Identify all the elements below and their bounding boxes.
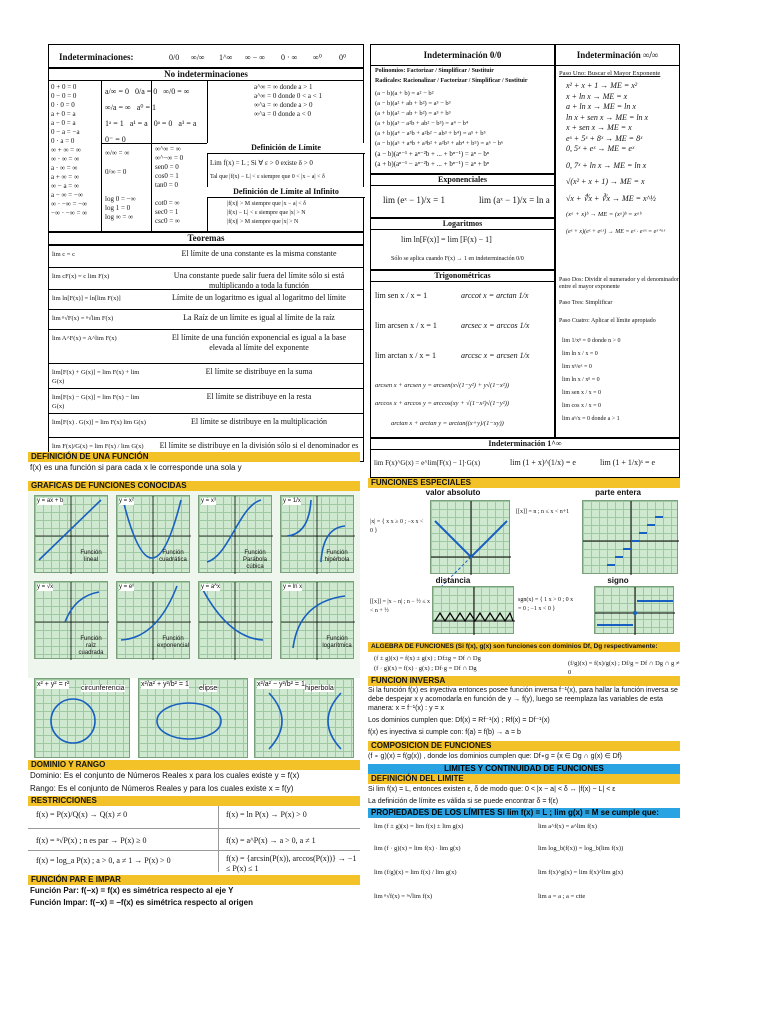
rule: a^∞ = 0 donde 0 < a < 1 (254, 92, 322, 100)
rule: a^∞ = ∞ donde a > 1 (254, 83, 313, 91)
rule: a¹ = a (178, 119, 197, 128)
algebra-rule: (f ± g)(x) = f(x) ± g(x) ; Df±g = Df ∩ Dg (374, 655, 481, 662)
rule: 0 + 0 = 0 (51, 83, 77, 91)
rule: ∞/a = ∞ (105, 103, 131, 112)
function-graph-info: y = x² (119, 498, 134, 504)
composicion-title: COMPOSICION DE FUNCIONES (368, 741, 680, 751)
algebra-rule: (f · g)(x) = f(x) · g(x) ; Df·g = Df ∩ Dg (374, 665, 477, 672)
teorema-formula: lim F(x)/G(x) = lim F(x) / lim G(x) (52, 443, 144, 450)
trig-suma: arcsen x + arcsen y = arcsen(x√(1−y²) + y√(1−x²)) (375, 382, 510, 389)
def-limite-right-text: Si lim f(x) = L, entonces existen ε, δ de modo que: 0 < |x − a| < δ ↔ |f(x) − L| < ε (368, 786, 616, 793)
function-graph (34, 581, 108, 659)
paso-cuatro: Paso Cuatro: Aplicar el límite apropiado (559, 318, 656, 324)
rule: ∞ · ∞ = ∞ (51, 155, 80, 163)
rule: tan0 = 0 (155, 181, 178, 189)
abs-graph (430, 500, 510, 574)
restriccion: f(x) = P(x)/Q(x) → Q(x) ≠ 0 (36, 810, 128, 819)
def-funcion-title: DEFINICIÓN DE UNA FUNCIÓN (28, 452, 360, 462)
inversa-dom: Los dominios cumplen que: Df(x) = Rf⁻¹(x) ; Rf(x) = Df⁻¹(x) (368, 717, 550, 724)
indet1-title: Indeterminación 1^∞ (371, 439, 679, 450)
teorema-formula: lim[F(x) + G(x)] = lim F(x) + lim G(x) (52, 369, 140, 385)
abs-def: |x| = { x x ≥ 0 ; −x x < 0 } (370, 519, 424, 534)
paso-uno: Paso Uno: Buscar el Mayor Exponente (559, 70, 661, 77)
especiales-title: FUNCIONES ESPECIALES (368, 478, 680, 488)
rule: 0/a = 0 (135, 87, 158, 96)
teorema-text: El límite se distribuye en la multiplicación (191, 417, 327, 426)
teorema-text: Límite de un logaritmo es igual al logaritmo del límite (172, 293, 346, 302)
function-graph (280, 581, 354, 659)
restriccion: f(x) = a^P(x) → a > 0, a ≠ 1 (226, 836, 316, 845)
restriccion: f(x) = {arcsin(P(x)), arccos(P(x))} → −1 ≤ P(x) ≤ 1 (226, 854, 357, 873)
rule: sen0 = 0 (155, 163, 179, 171)
propiedad: lim (f/g)(x) = lim f(x) / lim g(x) (374, 869, 457, 876)
teorema-row (49, 413, 363, 438)
logaritmos-note: Sólo se aplica cuando F(x) → 1 en indeterminación 0/0 (391, 256, 524, 262)
mayor-exponente: (eˣ + x)(eˣ + eᵃˣ) → ME = eˣ · eᵃˣ = eˣ⁺ᵃˣ (566, 228, 666, 235)
rule: a · ∞ = ∞ (51, 164, 78, 172)
productos-notables (375, 89, 555, 169)
algebra-title: ALGEBRA DE FUNCIONES (Si f(x), g(x) son funciones con dominios Df, Dg respectivamente: (368, 642, 680, 652)
function-graph-info: y = √x (37, 584, 54, 590)
function-graph (198, 495, 272, 573)
rule: a + 0 = a (51, 110, 76, 118)
no-indet-col2 (105, 87, 205, 113)
no-indeterminaciones-title: No indeterminaciones (49, 69, 363, 81)
indet00-box (370, 44, 555, 174)
function-graph (116, 495, 190, 573)
function-graph (34, 495, 108, 573)
teorema-text: La Raíz de un límite es igual al límite de la raíz (183, 313, 335, 322)
propiedad: lim (f ± g)(x) = lim f(x) ± lim g(x) (374, 823, 464, 830)
indeterminacion-form: 0/0 (169, 53, 180, 62)
teorema-row (49, 289, 363, 310)
def-funcion-text: f(x) es una función si para cada x le corresponde una sola y (30, 463, 242, 472)
function-graph-info: y = ax + b (37, 498, 64, 504)
algebra-rule: (f/g)(x) = f(x)/g(x) ; Df/g = Df ∩ Dg ∩ g ≠ 0 (568, 660, 680, 676)
conic-equation: x²/a² − y²/b² = 1 (257, 681, 305, 688)
limites-continuidad-title: LIMITES Y CONTINUIDAD DE FUNCIONES (368, 764, 680, 774)
mayor-exponente: √x + ∜x + ∛x → ME = x^½ (566, 193, 656, 203)
dominio-text: Dominio: Es el conjunto de Números Reales x para los cuales existe y = f(x) (30, 771, 300, 780)
trig-box (370, 270, 555, 438)
function-graph-name: Función cuadrática (159, 550, 187, 563)
rule: ∞^∞ = ∞ (155, 145, 181, 153)
entera-graph (582, 500, 678, 574)
no-indet-logs (105, 195, 155, 222)
left-sheet (48, 44, 364, 462)
rule: log ∞ = ∞ (105, 213, 134, 221)
rule: a¹ = a (129, 119, 148, 128)
distancia-title: distancia (435, 576, 471, 585)
trig-limite: lim sen x / x = 1 (375, 291, 428, 300)
rule: 0 · 0 = 0 (51, 101, 75, 109)
entera-def: [[x]] = n ; n ≤ x < n+1 (516, 509, 570, 515)
conicas-area (28, 678, 360, 758)
producto: (a + b)(a² − ab + b²) = a³ + b³ (375, 110, 451, 117)
propiedad: lim (f · g)(x) = lim f(x) · lim g(x) (374, 845, 461, 852)
dist-def: [[x]] = |x − n| ; n − ½ ≤ x < n + ½ (370, 599, 431, 614)
producto: (a − b)(a + b) = a² − b² (375, 90, 434, 97)
trig-identidad: arcsec x = arccos 1/x (461, 321, 530, 330)
teorema-formula: lim[F(x) − G(x)] = lim F(x) − lim G(x) (52, 394, 140, 410)
limite-apropiado: lim ln x / x = 0 (562, 351, 598, 357)
indeterminacion-form: ∞⁰ (313, 53, 322, 62)
no-indet-trig3 (155, 199, 205, 226)
teorema-text: El límite de una constante es la misma constante (181, 249, 337, 258)
conic-name: hiperbola (305, 685, 334, 692)
propiedad: lim a^f(x) = a^lim f(x) (538, 823, 597, 830)
radicales-text: Radicales: Racionalizar / Factorizar / Simplificar / Sustituir (375, 78, 528, 84)
teoremas-table (48, 232, 364, 462)
rule: csc0 = ∞ (155, 217, 180, 225)
indet1-formula: lim (1 + x)^(1/x) = e (510, 458, 576, 467)
teorema-formula: lim cF(x) = c lim F(x) (52, 273, 110, 280)
restricciones-title: RESTRICCIONES (28, 796, 360, 806)
limites-apropiados (562, 335, 680, 426)
paso-dos: Paso Dos: Dividir el numerador y el denominador entre el mayor exponente (559, 277, 679, 290)
conic-graph (34, 678, 130, 758)
logaritmos-title: Logaritmos (371, 219, 554, 230)
logaritmos-limite: lim ln[F(x)] = lim [F(x) − 1] (401, 235, 492, 244)
def-infinito-title: Definición de Límite al Infinito (207, 187, 365, 198)
rule: cos0 = 1 (155, 172, 179, 180)
function-graph-name: Función lineal (80, 550, 102, 563)
teorema-row (49, 388, 363, 414)
conic-graph (254, 678, 354, 758)
limite-apropiado: lim sen x / x = 0 (562, 390, 602, 396)
teorema-row (49, 267, 363, 290)
def-limite-right-title: DEFINICIÓN DEL LIMITE (368, 774, 680, 784)
exponenciales-box (370, 174, 555, 218)
rule: −∞ · −∞ = ∞ (51, 209, 88, 217)
trig-identidad: arccot x = arctan 1/x (461, 291, 529, 300)
def-limite-title: Definición de Límite (207, 143, 365, 154)
rule: ∞^a = ∞ donde a > 0 (254, 101, 313, 109)
right-sheet (370, 44, 680, 452)
teorema-row (49, 329, 363, 364)
limite-apropiado: lim 1/xⁿ = 0 donde n > 0 (562, 338, 621, 344)
no-indet-trig1 (105, 149, 149, 177)
rule: ∞^−∞ = 0 (155, 154, 184, 162)
rule: ∞/0 = ∞ (163, 87, 190, 96)
rule: 0 − 0 = 0 (51, 92, 77, 100)
limite-apropiado: lim cos x / x = 0 (562, 403, 602, 409)
algebra-box (368, 652, 680, 676)
conic-equation: x²/a² + y²/b² = 1 (141, 681, 189, 688)
rule: ∞ − a = ∞ (51, 182, 79, 190)
exponencial-limite: lim (aˣ − 1)/x = ln a (479, 195, 550, 205)
trig-suma: arctan x + arctan y = arctan((x+y)/(1−xy)) (391, 420, 504, 427)
rule: ∞^a = 0 donde a < 0 (254, 110, 311, 118)
teorema-text: El límite se distribuye en la resta (206, 392, 312, 401)
teorema-text: El límite se distribuye en la división sólo si el denominador es (159, 441, 359, 450)
mayor-exponente: x + ln x → ME = x (566, 91, 628, 101)
rule: ∞/∞ = ∞ (105, 149, 130, 157)
teorema-row (49, 245, 363, 268)
producto: (a + b)(a⁴ − a³b + a²b² − ab³ + b⁴) = a⁵ + b⁵ (375, 130, 486, 137)
function-graph (116, 581, 190, 659)
function-graph-info: y = x³ (201, 498, 216, 504)
trig-limite: lim arctan x / x = 1 (375, 351, 436, 360)
rule: 1ᵃ = 1 (105, 119, 124, 128)
teoremas-title: Teoremas (49, 233, 363, 245)
def-limite-text2: Tal que |f(x) − L| < ε siempre que 0 < |x − a| < δ (210, 174, 325, 180)
producto: (a + b)(a³ − a²b + ab² − b³) = a⁴ − b⁴ (375, 120, 469, 127)
rule: 0 − a = −a (51, 128, 80, 136)
restricciones-table (28, 806, 360, 872)
signo-title: signo (607, 576, 629, 585)
distancia-graph (432, 586, 514, 634)
rule: 0ᵃ = 0 (153, 119, 173, 128)
indetinf-box (555, 44, 680, 438)
def-infinito-row: |f(x) − L| < ε siempre que |x| > N (227, 210, 306, 216)
mayor-exponente: a + ln x → ME = ln x (566, 102, 636, 111)
def-infinito-box (207, 187, 365, 232)
rule: sec0 = 1 (155, 208, 179, 216)
teorema-formula: lim ln[F(x)] = ln[lim F(x)] (52, 295, 121, 302)
par-impar-title: FUNCIÓN PAR E IMPAR (28, 875, 360, 885)
teorema-formula: lim ⁿ√F(x) = ⁿ√lim F(x) (52, 315, 114, 322)
indeterminacion-form: 0 · ∞ (281, 53, 298, 62)
limite-apropiado: lim aˣ/x = 0 donde a > 1 (562, 416, 620, 422)
mayor-exponente: ln x + sen x → ME = ln x (566, 112, 649, 122)
indeterminacion-form: ∞/∞ (191, 53, 205, 62)
rule: a − 0 = a (51, 119, 76, 127)
function-graph-name: Función exponencial (157, 636, 190, 649)
rule: a − ∞ = −∞ (51, 191, 83, 199)
teorema-text: El límite se distribuye en la suma (205, 367, 313, 376)
rule: 0⁻ = 0 (105, 135, 126, 144)
mayor-exponente-list (566, 81, 681, 237)
no-indet-trig2 (155, 145, 205, 190)
restriccion: f(x) = ln P(x) → P(x) > 0 (226, 810, 307, 819)
propiedad: lim f(x)^g(x) = lim f(x)^lim g(x) (538, 869, 624, 876)
exponenciales-title: Exponenciales (371, 175, 554, 186)
rule: a/∞ = 0 (105, 87, 129, 96)
function-graph-name: Función logarítmica (322, 636, 352, 649)
rule: ∞ · −∞ = −∞ (51, 200, 88, 208)
signo-graph (594, 586, 674, 634)
def-limite-right-text2: La definición de límite es válida si se puede encontrar δ = f(ε) (368, 798, 559, 805)
rule: 0/∞ = 0 (105, 168, 127, 176)
indet1-formula: lim F(x)^G(x) = e^lim[F(x) − 1]·G(x) (374, 459, 481, 467)
conic-equation: x² + y² = r² (37, 681, 70, 688)
indet1-formula: lim (1 + 1/x)ˣ = e (600, 458, 656, 467)
function-graph-info: y = eˣ (119, 584, 135, 590)
producto: (a − b)(a² + ab + b²) = a³ − b³ (375, 100, 451, 107)
trig-limite: lim arcsen x / x = 1 (375, 321, 437, 330)
teorema-row (49, 363, 363, 389)
especiales-area (368, 488, 680, 638)
teorema-formula: lim[F(x) . G(x)] = lim F(x) lim G(x) (52, 419, 146, 426)
mayor-exponente: (xᵃ + x)ᵇ → ME = (xᵃ)ᵇ = xᵃᵇ (566, 211, 642, 218)
limite-apropiado: lim xⁿ/eˣ = 0 (562, 364, 592, 370)
def-infinito-row: |f(x)| > M siempre que |x| > N (227, 219, 299, 225)
function-graph-name: Función hipérbola (324, 550, 350, 563)
par-text: Función Par: f(−x) = f(x) es simétrica respecto al eje Y (30, 886, 234, 895)
teorema-formula: lim c = c (52, 251, 75, 258)
indeterminaciones-box (48, 44, 364, 68)
restriccion: f(x) = log_a P(x) ; a > 0, a ≠ 1 → P(x) > 0 (36, 856, 171, 865)
conic-name: elipse (199, 685, 218, 692)
composicion-text: (f ∘ g)(x) = f(g(x)) , donde los dominios cumplen que: Df∘g = {x ∈ Dg ∩ g(x) ∈ Df} (368, 753, 622, 760)
restriccion: f(x) = ⁿ√P(x) ; n es par → P(x) ≥ 0 (36, 836, 147, 845)
rule: 0 · a = 0 (51, 137, 75, 145)
mayor-exponente: 0, 5ˣ + eˣ → ME = eˣ (566, 144, 635, 153)
propiedades-title: PROPIEDADES DE LOS LÍMITES Si lim f(x) = L ; lim g(x) = M se cumple que: (368, 808, 680, 818)
rule: cot0 = ∞ (155, 199, 180, 207)
rule: ∞ + ∞ = ∞ (51, 146, 81, 154)
limite-apropiado: lim ln x / xⁿ = 0 (562, 377, 600, 383)
inversa-iny: f(x) es inyectiva si cumple con: f(a) = f(b) → a = b (368, 729, 521, 736)
mayor-exponente: 0, 7ˣ + ln x → ME = ln x (566, 160, 647, 170)
trig-title: Trigonométricas (371, 271, 554, 282)
indeterminacion-form: 0⁰ (339, 53, 347, 62)
teorema-text: Una constante puede salir fuera del límite sólo si está multiplicando a toda la función (173, 271, 345, 290)
polinomios-text: Polinomios: Factorizar / Simplificar / Sustituir (375, 68, 494, 74)
trig-identidad: arccsc x = arcsen 1/x (461, 351, 530, 360)
indeterminacion-form: 1^∞ (219, 53, 233, 62)
function-graph-info: y = a^x (201, 584, 220, 590)
function-graph-name: Función raíz cuadrada (78, 636, 104, 656)
mayor-exponente: x + sen x → ME = x (566, 123, 632, 132)
teorema-formula: lim A^F(x) = A^lim F(x) (52, 335, 117, 342)
indetinf-title: Indeterminación ∞/∞ (556, 45, 679, 66)
conic-name: circunferencia (81, 685, 125, 692)
no-indet-col1 (51, 83, 101, 218)
trig-suma: arccos x + arccos y = arccos(xy + √(1−x²)√(1−y²)) (375, 400, 510, 407)
valor-absoluto-title: valor absoluto (425, 488, 481, 497)
rule: a + ∞ = ∞ (51, 173, 79, 181)
graficas-title: GRAFICAS DE FUNCIONES CONOCIDAS (28, 481, 360, 491)
rule: log 0 = −∞ (105, 195, 136, 203)
function-graph (198, 581, 272, 659)
exponencial-limite: lim (eˣ − 1)/x = 1 (383, 195, 445, 205)
propiedad: lim log_b(f(x)) = log_b(lim f(x)) (538, 845, 624, 852)
no-indeterminaciones-table (48, 68, 364, 232)
function-graph-info: y = ln x (283, 584, 303, 590)
def-infinito-row: |f(x)| > M siempre que |x − a| < δ (227, 201, 306, 207)
function-graph-name: Función Parábola cúbica (242, 550, 268, 570)
producto: (a − b)(a⁵ + a⁴b + a³b² + a²b³ + ab⁴ + b⁵) = a⁶ − b⁶ (375, 140, 504, 147)
rule: log 1 = 0 (105, 204, 131, 212)
parte-entera-title: parte entera (595, 488, 641, 497)
logaritmos-box (370, 218, 555, 270)
indet00-title: Indeterminación 0/0 (371, 45, 554, 66)
teorema-text: El límite de una función exponencial es igual a la base elevada al límite del exponente (171, 333, 347, 352)
conic-graph (138, 678, 248, 758)
paso-tres: Paso Tres: Simplificar (559, 300, 613, 306)
no-indet-col3 (105, 119, 205, 145)
teorema-row (49, 309, 363, 330)
dominio-title: DOMINIO Y RANGO (28, 760, 360, 770)
function-graph (280, 495, 354, 573)
rule: a⁰ = 1 (136, 103, 156, 112)
inversa-title: FUNCION INVERSA (368, 676, 680, 686)
mayor-exponente: x² + x + 1 → ME = x² (566, 81, 638, 90)
mayor-exponente: eˣ + 5ˣ + 8ˣ → ME = 8ˣ (566, 133, 643, 143)
propiedad: lim ⁿ√f(x) = ⁿ√lim f(x) (374, 893, 433, 900)
impar-text: Función Impar: f(−x) = −f(x) es simétrica respecto al origen (30, 898, 253, 907)
def-limite-box (207, 143, 365, 188)
function-graph-info: y = 1/x (283, 498, 301, 504)
rango-text: Rango: Es el conjunto de Números Reales y para los cuales existe x = f(y) (30, 784, 294, 793)
mayor-exponente: √(x² + x + 1) → ME = x (566, 177, 645, 186)
inversa-text: Si la función f(x) es inyectiva entonces posee función inversa f⁻¹(x), para hallar la función inversa se debe despejar x y acomodarla en función de y → f(y), luego se reemplaza las variables de esta manera: x = f⁻¹(x) : y = x (368, 687, 678, 712)
no-indet-powers (254, 83, 364, 119)
indeterminaciones-label: Indeterminaciones: (59, 52, 134, 62)
producto: (a − b)(aⁿ⁻¹ + aⁿ⁻²b + ... + bⁿ⁻¹) = aⁿ − bⁿ (375, 150, 490, 158)
propiedades-box (368, 818, 680, 906)
signo-def: sgn(x) = { 1 x > 0 ; 0 x = 0 ; −1 x < 0 } (518, 597, 574, 612)
indeterminacion-form: ∞ − ∞ (245, 53, 265, 62)
def-limite-text: Lim f(x) = L ; Si ∀ ε > 0 existe δ > 0 (210, 159, 313, 167)
propiedad: lim a = a ; a = ctte (538, 893, 586, 900)
producto: (a + b)(aⁿ⁻¹ − aⁿ⁻²b + ... + bⁿ⁻¹) = aⁿ + bⁿ (375, 160, 490, 168)
